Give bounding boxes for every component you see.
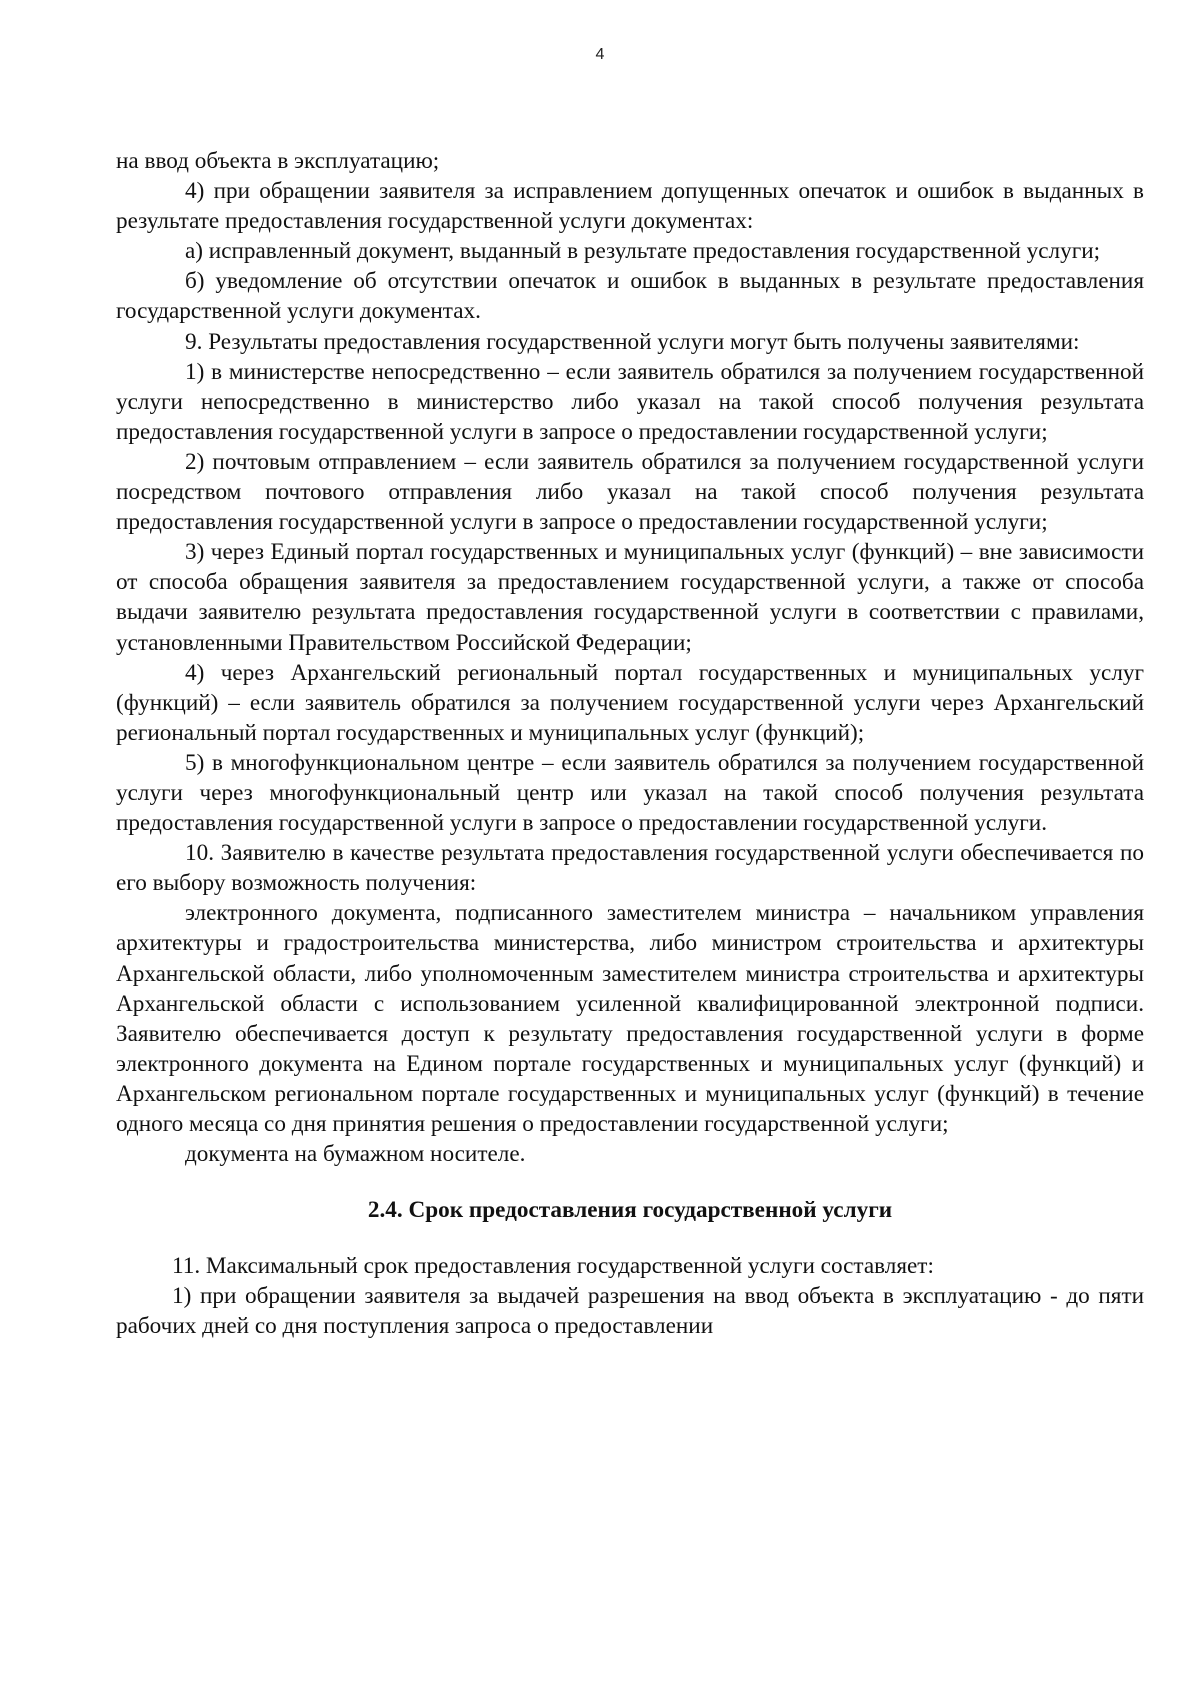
page-number: 4 [595, 46, 605, 63]
paragraph: на ввод объекта в эксплуатацию; [116, 148, 440, 174]
document-body [116, 146, 1144, 1342]
paragraph: 2) почтовым отправлением – если заявитель обратился за получением государственной услуги посредством почтового отправления либо указал на такой способ получения результата предоставления государственной услуги в запросе о предоставлении государственной услуги; [116, 448, 1144, 536]
paragraph: документа на бумажном носителе. [185, 1141, 526, 1168]
paragraph: 11. Максимальный срок предоставления государственной услуги составляет: [172, 1253, 934, 1280]
section-heading: 2.4. Срок предоставления государственной услуги [367, 1197, 893, 1224]
paragraph: электронного документа, подписанного заместителем министра – начальником управления архитектуры и градостроительства министерства, либо министром строительства и архитектуры Архангельской области, либо уполномоченным заместителем министра строительства и архитектуры Архангельской области с использованием усиленной квалифицированной электронной подписи. Заявителю обеспечивается доступ к результату предоставления государственной услуги в форме электронного документа на Едином портале государственных и муниципальных услуг (функций) и Архангельском региональном портале государственных и муниципальных услуг (функций) в течение одного месяца со дня принятия решения о предоставлении государственной услуги; [116, 900, 1144, 1137]
paragraph: 10. Заявителю в качестве результата предоставления государственной услуги обеспечивается по его выбору возможность получения: [116, 840, 1144, 897]
paragraph: 9. Результаты предоставления государственной услуги могут быть получены заявителями: [185, 328, 1080, 355]
paragraph: 4) при обращении заявителя за исправлением допущенных опечаток и ошибок в выданных в результате предоставления государственной услуги документах: [116, 178, 1144, 235]
paragraph: а) исправленный документ, выданный в результате предоставления государственной услуги; [185, 238, 1101, 265]
paragraph: б) уведомление об отсутствии опечаток и ошибок в выданных в результате предоставления государственной услуги документах. [116, 268, 1144, 325]
paragraph: 5) в многофункциональном центре – если заявитель обратился за получением государственной услуги через многофункциональный центр или указал на такой способ получения результата предоставления государственной услуги в запросе о предоставлении государственной услуги. [116, 749, 1144, 837]
paragraph: 4) через Архангельский региональный портал государственных и муниципальных услуг (функций) – если заявитель обратился за получением государственной услуги через Архангельский региональный портал государственных и муниципальных услуг (функций); [116, 659, 1144, 746]
paragraph: 1) при обращении заявителя за выдачей разрешения на ввод объекта в эксплуатацию - до пяти рабочих дней со дня поступления запроса о предоставлении [116, 1283, 1144, 1340]
paragraph: 3) через Единый портал государственных и муниципальных услуг (функций) – вне зависимости от способа обращения заявителя за предоставлением государственной услуги, а также от способа выдачи заявителю результата предоставления государственной услуги в соответствии с правилами, установленными Правительством Российской Федерации; [116, 539, 1144, 656]
paragraph: 1) в министерстве непосредственно – если заявитель обратился за получением государственной услуги непосредственно в министерство либо указал на такой способ получения результата предоставления государственной услуги в запросе о предоставлении государственной услуги; [116, 358, 1144, 445]
